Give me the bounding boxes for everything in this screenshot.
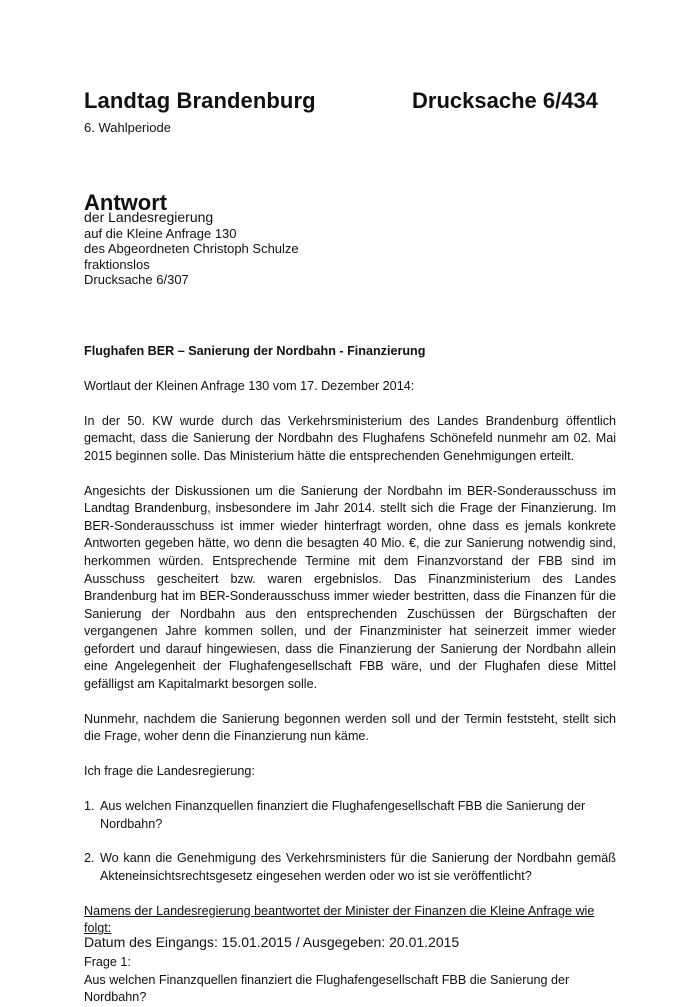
inquiry-intro: Wortlaut der Kleinen Anfrage 130 vom 17. Dezember 2014: <box>84 378 415 393</box>
question-item <box>84 798 616 833</box>
question-item <box>84 850 616 885</box>
meta-line: fraktionslos <box>84 256 150 272</box>
body-paragraph: Angesichts der Diskussionen um die Sanierung der Nordbahn im BER-Sonderausschuss im Landtag Brandenburg, insbesondere im Jahr 2014. stellt sich die Frage der Finanzierung. Im BER-Sonderausschuss ist immer wieder hinterfragt worden, ohne dass es jemals konkrete Antworten gegeben hätte, wo denn die besagten 40 Mio. €, die zur Sanierung notwendig sind, herkommen würden. Entsprechende Termine mit dem Finanzvorstand der FBB sind im Ausschuss gescheitert bzw. waren ergebnislos. Das Finanzministerium des Landes Brandenburg hat im BER-Sonderausschuss immer wieder bestritten, dass die Finanzen für die Sanierung der Nordbahn aus den entsprechenden Zuschüssen der Bürgschaften der vergangenen Jahre kommen sollen, und der Finanzminister hat seinerzeit immer wieder gefordert und darauf hingewiesen, dass die Finanzierung der Sanierung der Nordbahn allein eine Angelegenheit der Flughafengesellschaft FBB wäre, und der Flughafen diese Mittel gefälligst am Kapitalmarkt besorgen solle. <box>84 483 616 692</box>
parliament-name: Landtag Brandenburg <box>84 88 316 113</box>
body-paragraph: Nunmehr, nachdem die Sanierung begonnen werden soll und der Termin feststeht, stellt sich die Frage, woher denn die Finanzierung nun käme. <box>84 711 616 744</box>
question-number: 2. <box>84 851 95 866</box>
question-intro: Ich frage die Landesregierung: <box>84 764 255 779</box>
frage-1-label: Frage 1: <box>84 955 131 970</box>
issue-dates: Datum des Eingangs: 15.01.2015 / Ausgegeben: 20.01.2015 <box>84 934 460 950</box>
meta-line: der Landesregierung <box>84 209 214 225</box>
meta-line: Drucksache 6/307 <box>84 272 189 288</box>
question-number: 1. <box>84 799 95 813</box>
meta-line: auf die Kleine Anfrage 130 <box>84 225 237 241</box>
document-meta <box>84 210 299 288</box>
document-number: Drucksache 6/434 <box>412 88 598 113</box>
answer-intro: Namens der Landesregierung beantwortet der Minister der Finanzen die Kleine Anfrage wie folgt: <box>84 903 595 936</box>
question-text: Wo kann die Genehmigung des Verkehrsministers für die Sanierung der Nordbahn gemäß Akteneinsichtsrechtsgesetz eingesehen werden oder wo ist sie veröffentlicht? <box>100 851 616 883</box>
body-paragraph: In der 50. KW wurde durch das Verkehrsministerium des Landes Brandenburg öffentlich gemacht, dass die Sanierung der Nordbahn des Flughafens Schönefeld nunmehr am 02. Mai 2015 beginnen solle. Das Ministerium hätte die entsprechenden Genehmigungen erteilt. <box>84 413 616 463</box>
document-body <box>84 343 616 1007</box>
frage-1-text: Aus welchen Finanzquellen finanziert die Flughafengesellschaft FBB die Sanierung der Nordbahn? <box>84 972 570 1005</box>
inquiry-title: Flughafen BER – Sanierung der Nordbahn - Finanzierung <box>84 344 426 358</box>
document-type: Antwort <box>84 190 168 215</box>
meta-line: des Abgeordneten Christoph Schulze <box>84 241 299 257</box>
electoral-period: 6. Wahlperiode <box>84 120 171 135</box>
question-text: Aus welchen Finanzquellen finanziert die Flughafengesellschaft FBB die Sanierung der Nordbahn? <box>100 799 586 831</box>
